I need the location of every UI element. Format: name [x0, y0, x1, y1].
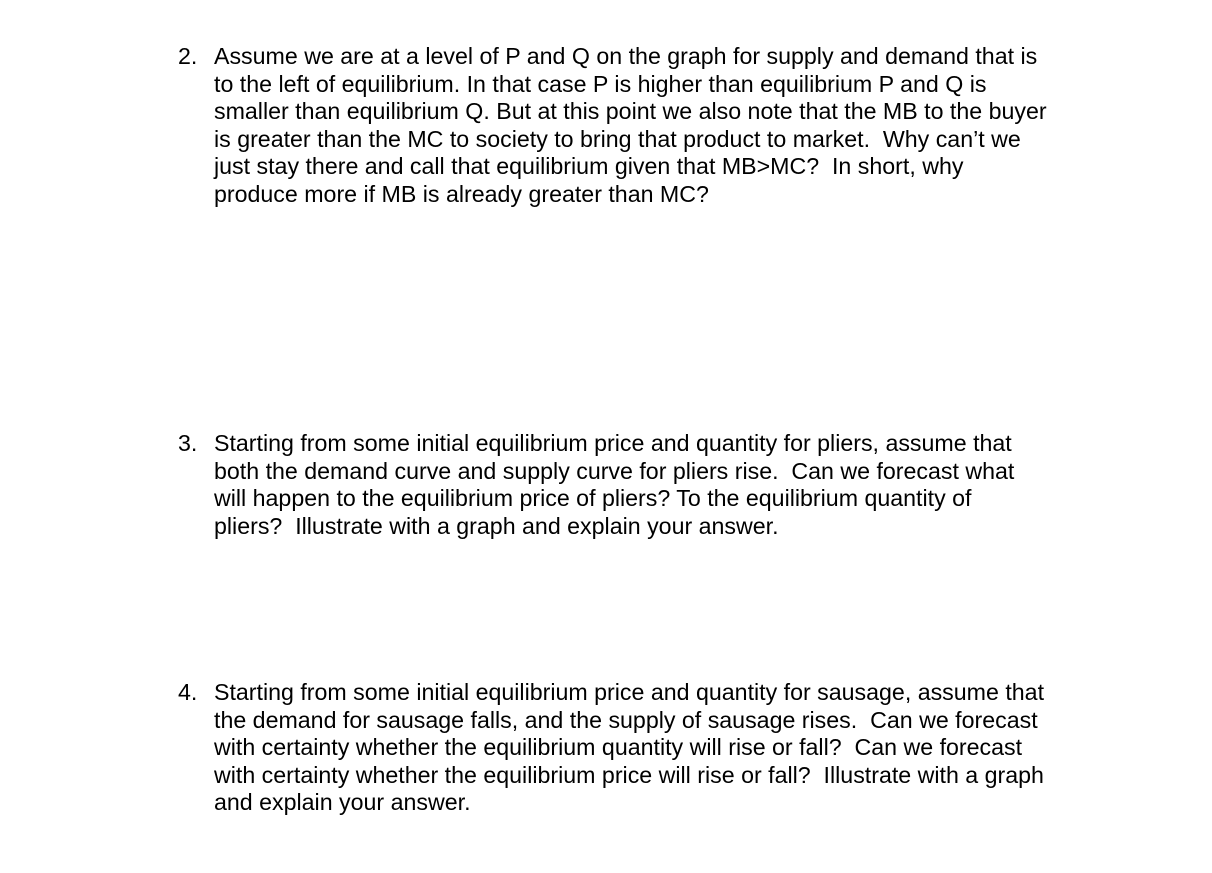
question-text-line: Starting from some initial equilibrium price and quantity for sausage, assume that — [214, 679, 1045, 705]
question-text-line: with certainty whether the equilibrium price will rise or fall? Illustrate with a graph — [214, 761, 1044, 788]
question-number: 3. — [178, 430, 198, 456]
question-text-line: pliers? Illustrate with a graph and explain your answer. — [214, 512, 779, 539]
question-text-line: the demand for sausage falls, and the supply of sausage rises. Can we forecast — [214, 706, 1038, 733]
question-text-line: and explain your answer. — [214, 789, 471, 815]
question-number: 4. — [178, 679, 198, 705]
question-text-line: is greater than the MC to society to bring that product to market. Why can’t we — [214, 125, 1021, 152]
question-text-line: Assume we are at a level of P and Q on the graph for supply and demand that is — [214, 43, 1038, 69]
question-text-line: both the demand curve and supply curve for pliers rise. Can we forecast what — [214, 457, 1015, 484]
question-text-line: Starting from some initial equilibrium price and quantity for pliers, assume that — [214, 430, 1012, 456]
question-text-line: just stay there and call that equilibrium given that MB>MC? In short, why — [214, 153, 964, 179]
question-number: 2. — [178, 43, 198, 69]
question-text-line: produce more if MB is already greater than MC? — [214, 180, 709, 207]
question-text-line: to the left of equilibrium. In that case P is higher than equilibrium P and Q is — [214, 70, 987, 97]
question-text-line: smaller than equilibrium Q. But at this point we also note that the MB to the buyer — [214, 98, 1047, 124]
question-text-line: will happen to the equilibrium price of pliers? To the equilibrium quantity of — [214, 485, 972, 511]
question-text-line: with certainty whether the equilibrium quantity will rise or fall? Can we forecast — [214, 734, 1023, 760]
